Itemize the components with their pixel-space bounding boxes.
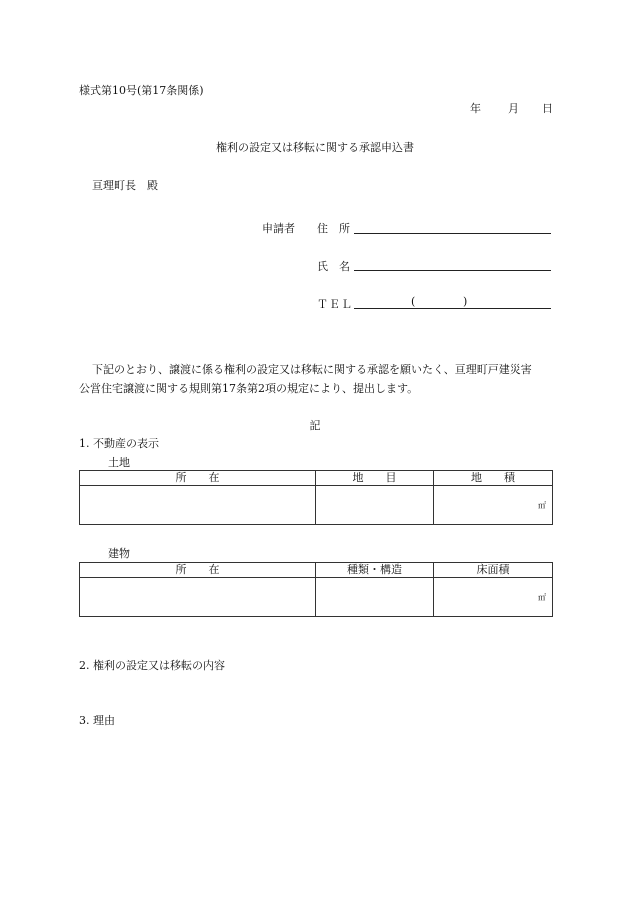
building-col-floor-area: 床面積 xyxy=(434,563,553,578)
address-label: 住 所 xyxy=(317,222,350,235)
land-area-cell[interactable] xyxy=(434,486,553,525)
section-3-heading: 3. 理由 xyxy=(79,714,115,727)
ki-heading: 記 xyxy=(309,419,321,432)
land-category-cell[interactable] xyxy=(316,486,434,525)
name-field[interactable] xyxy=(354,270,551,271)
land-table-row xyxy=(80,486,553,525)
date-month-label: 月 xyxy=(508,102,519,115)
building-label: 建物 xyxy=(108,547,130,560)
tel-label: ＴＥＬ xyxy=(317,298,353,311)
date-day-label: 日 xyxy=(542,102,553,115)
tel-close-paren: ) xyxy=(463,295,468,308)
building-floor-area-cell[interactable] xyxy=(434,578,553,617)
document-title: 権利の設定又は移転に関する承認申込書 xyxy=(216,141,414,154)
section-2-heading: 2. 権利の設定又は移転の内容 xyxy=(79,659,225,672)
tel-open-paren: ( xyxy=(411,295,416,308)
land-col-category: 地 目 xyxy=(316,471,434,486)
land-table-header-row xyxy=(80,471,553,486)
land-table xyxy=(79,470,553,525)
address-field[interactable] xyxy=(354,233,551,234)
building-table-row xyxy=(80,578,553,617)
building-type-structure-cell[interactable] xyxy=(316,578,434,617)
land-area-unit: ㎡ xyxy=(538,500,546,510)
building-col-type-structure: 種類・構造 xyxy=(316,563,434,578)
building-table-header-row xyxy=(80,563,553,578)
body-text-line-2: 公営住宅譲渡に関する規則第17条第2項の規定により、提出します。 xyxy=(79,382,419,395)
building-table xyxy=(79,562,553,617)
form-number: 様式第10号(第17条関係) xyxy=(79,84,204,97)
addressee: 亘理町長 殿 xyxy=(92,179,158,192)
land-label: 土地 xyxy=(108,456,130,469)
section-1-heading: 1. 不動産の表示 xyxy=(79,437,159,450)
date-year-label: 年 xyxy=(470,102,481,115)
building-floor-area-unit: ㎡ xyxy=(538,592,546,602)
body-text-line-1: 下記のとおり、譲渡に係る権利の設定又は移転に関する承認を願いたく、亘理町戸建災害 xyxy=(92,363,532,376)
applicant-label: 申請者 xyxy=(262,222,295,235)
building-location-cell[interactable] xyxy=(80,578,316,617)
name-label: 氏 名 xyxy=(317,260,350,273)
building-col-location: 所 在 xyxy=(80,563,316,578)
land-col-area: 地 積 xyxy=(434,471,553,486)
tel-field[interactable] xyxy=(354,308,551,309)
land-location-cell[interactable] xyxy=(80,486,316,525)
land-col-location: 所 在 xyxy=(80,471,316,486)
